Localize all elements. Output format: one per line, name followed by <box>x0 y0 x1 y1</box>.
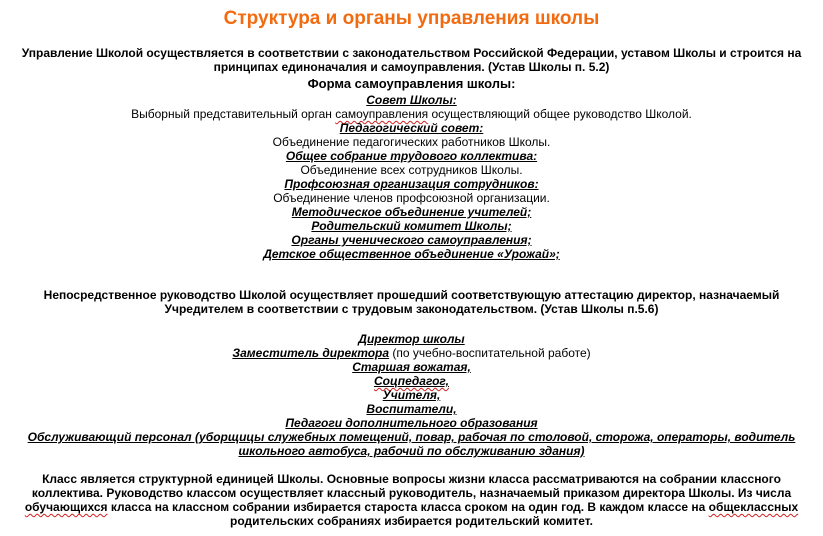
class-line: обучающихся класса на классном собрании избирается староста класса сроком на один год. В каждом классе на общеклассных <box>24 500 799 514</box>
staff-item-director[interactable]: Директор школы <box>358 332 465 346</box>
staff-item-deputy[interactable]: Заместитель директора <box>232 346 390 360</box>
self-gov-item-desc: Объединение педагогических работников Школы. <box>272 135 551 149</box>
intro-line: Управление Школой осуществляется в соответствии с законодательством Российской Федерации, уставом Школы и строится на <box>21 46 802 60</box>
intro-line: принципах единоначалия и самоуправления. (Устав Школы п. 5.2) <box>213 60 610 74</box>
self-gov-list <box>0 93 823 261</box>
self-gov-item-student-gov[interactable]: Органы ученического самоуправления; <box>291 233 532 247</box>
staff-item-service-staff-cont[interactable]: школьного автобуса, рабочий по обслуживанию здания) <box>238 444 585 458</box>
director-line: Непосредственное руководство Школой осуществляет прошедший соответствующую аттестацию директор, назначаемый <box>43 288 780 302</box>
self-gov-heading: Форма самоуправления школы: <box>307 76 516 91</box>
staff-item-educators[interactable]: Воспитатели, <box>366 402 457 416</box>
class-line: родительских собраниях избирается родительский комитет. <box>230 514 593 528</box>
staff-item-deputy-note: (по учебно-воспитательной работе) <box>389 346 591 360</box>
self-gov-item-ped-council[interactable]: Педагогический совет: <box>339 121 484 135</box>
self-gov-item-parents-committee[interactable]: Родительский комитет Школы; <box>311 219 512 233</box>
director-line: Учредителем в соответствии с трудовым законодательством. (Устав Школы п.5.6) <box>164 302 659 316</box>
class-paragraph <box>0 472 823 528</box>
staff-item-teachers[interactable]: Учителя, <box>382 388 441 402</box>
staff-item-senior-counselor[interactable]: Старшая вожатая, <box>352 360 471 374</box>
intro-paragraph <box>0 46 823 74</box>
class-line: коллектива. Руководство классом осуществляет классный руководитель, назначаемый приказом директора Школы. Из числа <box>31 486 792 500</box>
self-gov-item-children-org[interactable]: Детское общественное объединение «Урожай»; <box>263 247 560 261</box>
self-gov-item-union[interactable]: Профсоюзная организация сотрудников: <box>284 177 539 191</box>
self-gov-item-methodical[interactable]: Методическое объединение учителей; <box>291 205 532 219</box>
staff-item-social-pedagogue[interactable]: Соцпедагог, <box>373 374 449 388</box>
self-gov-item-desc: Объединение всех сотрудников Школы. <box>300 163 523 177</box>
staff-item-extra-education[interactable]: Педагоги дополнительного образования <box>285 416 538 430</box>
staff-item-deputy-row <box>0 346 823 360</box>
director-paragraph <box>0 288 823 316</box>
staff-list <box>0 332 823 458</box>
class-line: Класс является структурной единицей Школы. Основные вопросы жизни класса рассматриваются на собрании классного <box>42 472 781 486</box>
page-title: Структура и органы управления школы <box>223 8 600 29</box>
self-gov-item-desc: Объединение членов профсоюзной организации. <box>273 191 550 205</box>
self-gov-item-general-meeting[interactable]: Общее собрание трудового коллектива: <box>285 149 538 163</box>
self-gov-item-desc: Выборный представительный орган самоуправления осуществляющий общее руководство Школой. <box>131 107 692 121</box>
staff-item-service-staff[interactable]: Обслуживающий персонал (уборщицы служебных помещений, повар, рабочая по столовой, сторожа, операторы, водитель <box>27 430 796 444</box>
self-gov-item-council[interactable]: Совет Школы: <box>366 93 457 107</box>
